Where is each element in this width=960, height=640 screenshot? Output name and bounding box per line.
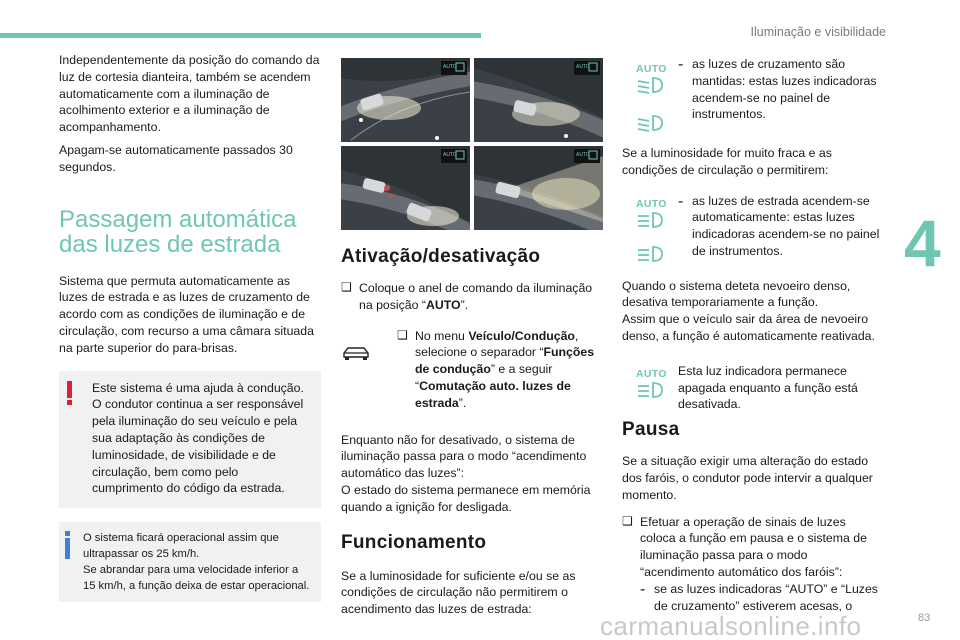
scene-badge-auto: AUTO — [443, 152, 457, 158]
pause-step-text: Efetuar a operação de sinais de luzes coloca a função em pausa e o sistema de iluminação passa para o modo “acendimento automático dos faróis”: — [640, 514, 867, 579]
info-icon — [65, 531, 71, 561]
deactivated-paragraph: Enquanto não for desativado, o sistema de iluminação passa para o modo “acendimento automático das luzes”: — [341, 432, 587, 481]
scene-badge-auto: AUTO — [576, 64, 590, 70]
intro-paragraph: Independentemente da posição do comando da luz de cortesia dianteira, também se acendem automaticamente com a iluminação de acolhimento exterior e a iluminação de acompanhamento. — [59, 53, 320, 135]
dipped-beam-icon — [636, 113, 672, 133]
main-dash: - — [678, 192, 684, 210]
activation-title: Ativação/desativação — [341, 246, 541, 267]
scene-main-beam — [474, 146, 603, 230]
main-text: as luzes de estrada acendem-se automaticamente: estas luzes indicadoras acendem-se no painel de instrumentos. — [692, 193, 880, 258]
menu-step-text: No menu Veículo/Condução, selecione o separador “Funções de condução” e a seguir “Comutação auto. luzes de estrada”. — [415, 328, 595, 410]
checkbox-bullet-icon: ❑ — [397, 327, 408, 342]
stays-off-block — [622, 363, 884, 413]
scene-dipped-ahead — [474, 58, 603, 142]
auto-lamp-icon: AUTO — [636, 197, 667, 210]
operation-title: Funcionamento — [341, 531, 487, 553]
warning-text: O condutor continua a ser responsável pela iluminação do seu veículo e pela sua adaptação às condições de luminosidade, de visibilidade e de circulação, bem como pelo cumprimento do código da estrada. — [92, 397, 304, 496]
section-title-line1: Passagem automática — [59, 205, 297, 233]
column-3 — [622, 56, 884, 614]
section-title-line2: das luzes de estrada — [59, 230, 281, 258]
dipped-beam-block — [622, 56, 884, 133]
menu-step — [341, 328, 603, 412]
pause-step-content — [640, 514, 884, 615]
pause-sub-item — [640, 581, 884, 615]
pause-sub-dash: - — [640, 580, 646, 598]
main-icons — [622, 193, 672, 264]
menu-step-content — [397, 328, 603, 412]
car-menu-icon — [341, 328, 397, 412]
memory-paragraph: O estado do sistema permanece em memória quando a ignição for desligada. — [341, 482, 591, 514]
warning-box — [59, 371, 321, 509]
info-line1: O sistema ficará operacional assim que ultrapassar os 25 km/h. — [83, 532, 279, 561]
activation-step — [341, 280, 603, 314]
pause-title: Pausa — [622, 419, 680, 441]
operation-paragraph: Se a luminosidade for suficiente e/ou se as condições de circulação não permitirem o acendimento das luzes de estrada: — [341, 568, 576, 617]
info-line2: Se abrandar para uma velocidade inferior a 15 km/h, a função deixa de estar operacional. — [83, 564, 310, 593]
page-number: 83 — [918, 612, 931, 624]
headlight-scenes — [341, 58, 603, 230]
dipped-icons — [622, 56, 672, 133]
pause-paragraph: Se a situação exigir uma alteração do estado dos faróis, o condutor pode intervir a qualquer momento. — [622, 454, 873, 502]
column-2 — [341, 58, 603, 618]
scene-badge-auto: AUTO — [443, 64, 457, 70]
column-1 — [59, 52, 321, 602]
scene-vehicle-behind — [341, 146, 470, 230]
chapter-number: 4 — [904, 206, 941, 280]
scene-dipped-oncoming — [341, 58, 470, 142]
header-accent-line — [0, 33, 481, 38]
info-box — [59, 522, 321, 602]
auto-lamp-off-icon — [636, 380, 672, 400]
stays-off-text: Esta luz indicadora permanece apagada enquanto a função está desativada. — [678, 363, 858, 412]
dipped-dash: - — [678, 56, 684, 73]
warning-icon — [67, 381, 73, 405]
checkbox-bullet-icon: ❑ — [341, 280, 352, 294]
pause-step — [622, 514, 884, 615]
warning-line1: Este sistema é uma ajuda à condução. — [92, 380, 304, 395]
dipped-item — [672, 56, 884, 123]
section-header: Iluminação e visibilidade — [750, 25, 886, 39]
main-beam-icon — [636, 244, 672, 264]
checkbox-bullet-icon: ❑ — [622, 513, 633, 528]
scene-badge-auto: AUTO — [576, 152, 590, 158]
fog-exit-paragraph: Assim que o veículo sair da área de nevoeiro denso, a função é automaticamente reativada. — [622, 312, 875, 343]
description-paragraph: Sistema que permuta automaticamente as luzes de estrada e as luzes de cruzamento de acordo com as condições de iluminação e de circulação, com recurso a uma câmara situada na parte superior do para-brisas. — [59, 273, 314, 355]
off-after-paragraph: Apagam-se automaticamente passados 30 segundos. — [59, 142, 293, 174]
activation-step-text: Coloque o anel de comando da iluminação na posição “AUTO”. — [359, 281, 593, 312]
fog-paragraph: Quando o sistema deteta nevoeiro denso, desativa temporariamente a função. — [622, 278, 851, 310]
low-light-paragraph: Se a luminosidade for muito fraca e as condições de circulação o permitirem: — [622, 146, 832, 177]
auto-lamp-icon: AUTO — [636, 367, 667, 380]
auto-main-beam-icon-symbol — [636, 210, 672, 230]
main-item — [672, 193, 884, 260]
pause-sub-text: se as luzes indicadoras “AUTO” e “Luzes de cruzamento” estiverem acesas, o — [654, 581, 878, 613]
auto-lamp-icon-symbol — [636, 75, 672, 95]
footer-watermark: carmanualsonline.info — [600, 611, 862, 640]
auto-lamp-icon: AUTO — [636, 63, 667, 75]
dipped-text: as luzes de cruzamento são mantidas: estas luzes indicadoras acendem-se no painel de instrumentos. — [692, 57, 877, 122]
main-beam-block — [622, 193, 884, 264]
section-title — [59, 207, 321, 257]
stays-off-icons — [622, 363, 672, 400]
